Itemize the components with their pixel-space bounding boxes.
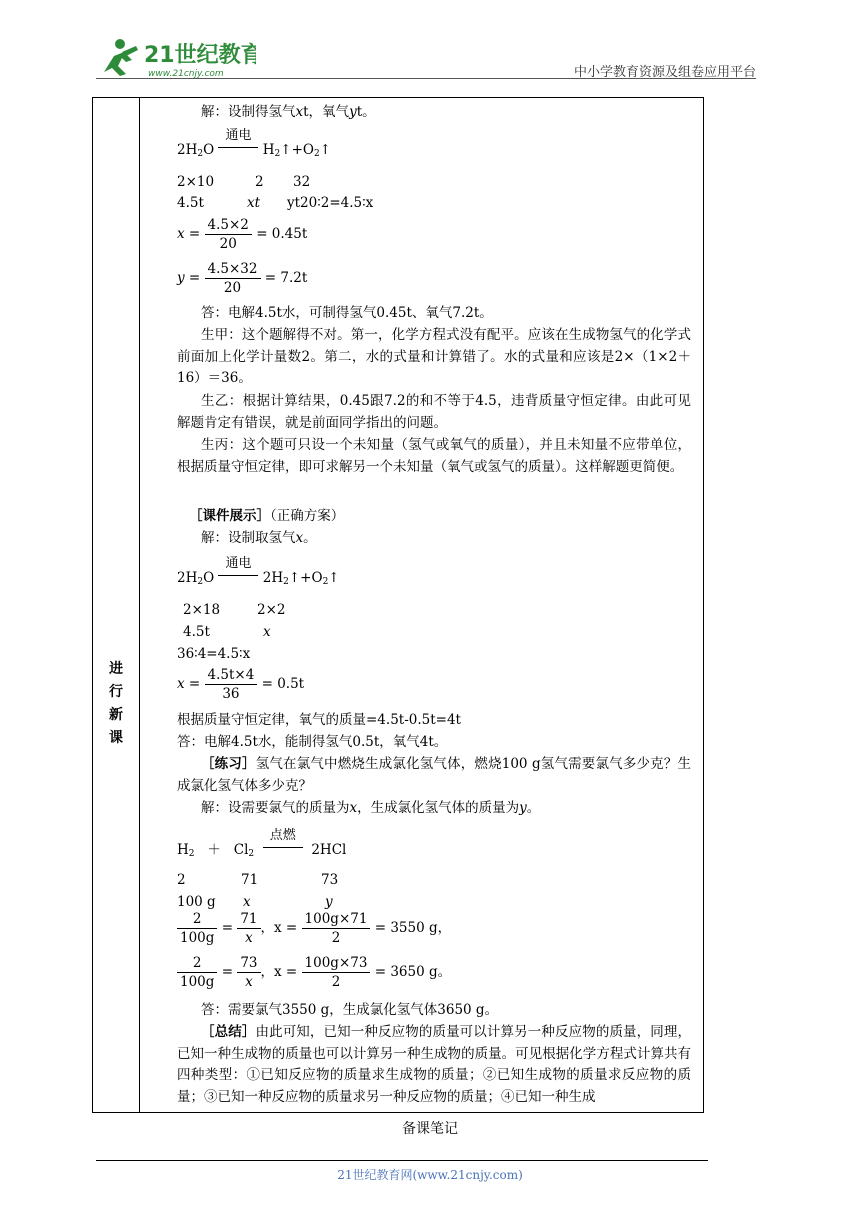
formula-lhs: y = [177,270,201,286]
platform-name: 中小学教育资源及组卷应用平台 [573,65,756,80]
formula-x-2 [177,666,304,703]
solution-line-1: 解：设制得氢气xt，氧气yt。 [201,104,376,120]
formula-den: 100g [180,974,215,990]
paragraph-student-a: 生甲：这个题解得不对。第一，化学方程式没有配平。应该在生成物氢气的化学式前面加上化学计量数2。第二，水的式量和计算错了。水的式量和应该是2×（1×2＋16）＝36。 [177,327,691,386]
notes-label: 备课笔记 [402,1121,458,1137]
section-label-char: 进 [109,661,123,677]
formula-rhs: = 0.5t [261,676,305,692]
formula-rhs: = 3550 g， [374,920,452,936]
formula-den: 36 [222,686,240,702]
formula-den: 100g [180,930,215,946]
paragraph-student-c: 生丙：这个题可只设一个未知量（氢气或氧气的质量），并且未知量不应带单位，根据质量守恒定律，即可求解另一个未知量（氧气或氢气的质量）。这样解题更简便。 [177,437,691,475]
formula-rhs: = 7.2t [264,270,308,286]
mass-ratio-1: 2 [177,872,186,888]
formula-den: 20 [219,236,237,252]
formula-x-1 [177,216,307,253]
formula-y-1 [177,260,307,297]
formula-den: x [245,974,253,990]
formula-mid: ，x = [260,920,298,936]
solution-line-3: 解：设需要氯气的质量为x，生成氯化氢气体的质量为y。 [201,800,541,816]
summary-text: 由此可知，已知一种反应物的质量可以计算另一种反应物的质量，同理，已知一种生成物的质量也可以计算另一种生成物的质量。可见根据化学方程式计算共有四种类型：①已知反应物的质量求生成物的质量；②已知生成物的质量求反应物的质量；③已知一种反应物的质量求另一种反应物的质量；④已知一种生成 [177,1024,692,1105]
mass-ratio-2: 2 [255,174,264,190]
mass-ratio-3: 32 [293,174,311,190]
practice-question [177,754,691,797]
unknown-x: x [243,894,251,910]
formula-num: 73 [237,954,260,973]
mass-ratio-1: 2×10 [177,174,215,190]
mass-ratio-2: 71 [241,872,259,888]
formula-x-3: $\frac{2}{100g}$ = $\frac{71}{x}$ ，x = $\frac{100g\times 71}{2}$ = 3550 g， [177,910,451,947]
courseware-heading [189,506,344,527]
formula-num: 2 [177,910,217,929]
mass-ratio-3: 73 [321,872,339,888]
formula-lhs: x = [177,226,201,242]
formula-den: 2 [331,930,341,946]
section-label-char: 新 [109,707,123,723]
formula-y-3: $\frac{2}{100g}$ = $\frac{73}{x}$ ，x = $\frac{100g\times 73}{2}$ = 3650 g。 [177,954,451,991]
known-mass: 4.5t [183,624,210,640]
mass-ratio-1: 2×18 [183,602,221,618]
formula-mid: ，x = [260,964,298,980]
formula-num: 71 [237,910,260,929]
reaction-condition: 通电 [225,556,252,571]
reaction-condition: 通电 [225,128,252,143]
section-label-char: 行 [109,684,123,700]
summary-tag: ［总结］ [201,1024,256,1040]
known-mass: 100 g [177,894,216,910]
logo-url: www.21cnjy.com [148,69,224,79]
courseware-note: （正确方案） [270,508,345,524]
formula-rhs: = 0.45t [256,226,308,242]
formula-num: 2 [177,954,217,973]
unknown-x: xt [247,195,261,211]
formula-num: 100g×71 [302,910,371,929]
unknown-y: y [325,894,333,910]
equation-1: $2H_2O$ 通电 $H_2↑+O_2↑$ [177,140,331,165]
paragraph-student-b: 生乙：根据计算结果，0.45跟7.2的和不等于4.5，违背质量守恒定律。由此可见解题肯定有错误，就是前面同学指出的问题。 [177,393,691,431]
answer-2: 答：电解4.5t水，能制得氢气0.5t，氧气4t。 [177,734,448,750]
formula-rhs: = 3650 g。 [374,964,452,980]
conservation-line: 根据质量守恒定律，氧气的质量=4.5t-0.5t=4t [177,712,461,728]
header-divider [96,78,756,79]
footer-divider [96,1160,708,1161]
formula-den: 20 [223,280,242,296]
section-label-char: 课 [109,730,123,746]
solution-line-2: 解：设制取氢气x。 [201,530,317,546]
reaction-condition: 点燃 [269,828,296,843]
summary-paragraph [177,1022,691,1108]
practice-tag: ［练习］ [201,756,256,772]
formula-num: 4.5×32 [205,260,261,279]
equation-2: $2H_2O$ 通电 $2H_2↑+O_2↑$ [177,568,340,593]
lesson-table [92,97,704,1113]
formula-den: 2 [331,974,341,990]
formula-lhs: x = [177,676,201,692]
logo-text: 21世纪教育 [144,43,256,68]
site-logo [96,34,256,80]
formula-num: 4.5t×4 [205,666,258,685]
label-column [93,98,140,1112]
proportion-2: 36∶4=4.5∶x [177,646,251,662]
known-mass: 4.5t [177,195,204,211]
unknown-x: x [263,624,271,640]
formula-den: x [245,930,253,946]
courseware-tag: ［课件展示］ [189,508,270,524]
equation-3: $H_2 + Cl_2$ 点燃 2HCl [177,840,346,865]
footer-text: 21世纪教育网(www.21cnjy.com) [337,1168,523,1182]
formula-num: 4.5×2 [205,216,252,235]
formula-num: 100g×73 [302,954,371,973]
proportion-1: yt20∶2=4.5∶x [287,195,374,211]
mass-ratio-2: 2×2 [257,602,286,618]
answer-3: 答：需要氯气3550 g，生成氯化氢气体3650 g。 [201,1002,499,1018]
answer-1: 答：电解4.5t水，可制得氢气0.45t、氧气7.2t。 [201,305,493,321]
section-label [93,658,139,750]
practice-text: 氢气在氯气中燃烧生成氯化氢气体，燃烧100 g氢气需要氯气多少克？生成氯化氢气体多少克？ [177,756,692,794]
